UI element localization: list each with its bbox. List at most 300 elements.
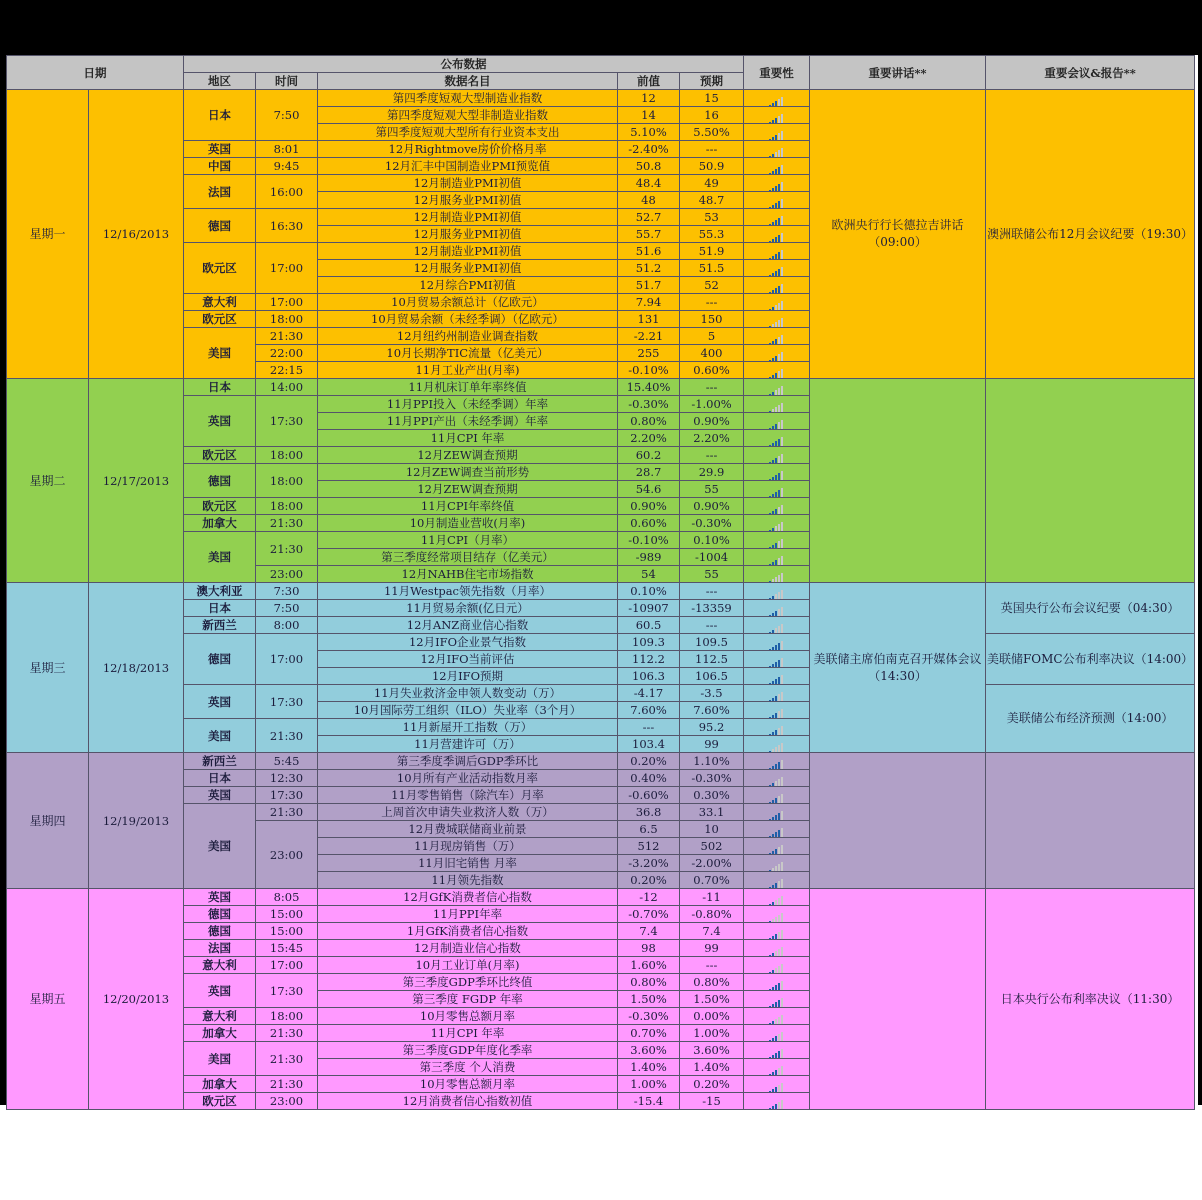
- importance-bar: [772, 800, 774, 804]
- importance-cell: [744, 889, 810, 906]
- importance-bars-icon: [769, 450, 784, 463]
- item-cell: 12月IFO预期: [318, 668, 618, 685]
- importance-bar: [781, 862, 783, 872]
- importance-bar: [781, 233, 783, 243]
- importance-cell: [744, 1042, 810, 1059]
- importance-bar: [778, 779, 780, 787]
- importance-bar: [772, 392, 774, 396]
- importance-bar: [772, 477, 774, 481]
- forecast-cell: 29.9: [680, 464, 744, 481]
- importance-bar: [778, 252, 780, 260]
- importance-bars-icon: [769, 110, 784, 123]
- importance-cell: [744, 600, 810, 617]
- importance-bars-icon: [769, 739, 784, 752]
- prev-cell: -0.60%: [618, 787, 680, 804]
- importance-bar: [775, 203, 777, 209]
- importance-bar: [775, 781, 777, 787]
- importance-bars-icon: [769, 1079, 784, 1092]
- meeting-cell: [986, 753, 1195, 889]
- importance-bars-icon: [769, 909, 784, 922]
- time-cell: 15:45: [256, 940, 318, 957]
- item-cell: 11月领先指数: [318, 872, 618, 889]
- region-cell: 加拿大: [184, 515, 256, 532]
- prev-cell: 1.40%: [618, 1059, 680, 1076]
- importance-bar: [775, 662, 777, 668]
- prev-cell: 2.20%: [618, 430, 680, 447]
- item-cell: 12月汇丰中国制造业PMI预览值: [318, 158, 618, 175]
- prev-cell: -0.10%: [618, 532, 680, 549]
- item-cell: 12月NAHB住宅市场指数: [318, 566, 618, 583]
- region-cell: 美国: [184, 328, 256, 379]
- importance-bars-icon: [769, 297, 784, 310]
- importance-cell: [744, 430, 810, 447]
- importance-cell: [744, 787, 810, 804]
- forecast-cell: -0.30%: [680, 770, 744, 787]
- importance-bar: [772, 460, 774, 464]
- importance-bar: [778, 575, 780, 583]
- time-cell: 7:30: [256, 583, 318, 600]
- importance-bar: [781, 522, 783, 532]
- prev-cell: -10907: [618, 600, 680, 617]
- prev-cell: 0.70%: [618, 1025, 680, 1042]
- importance-cell: [744, 804, 810, 821]
- item-cell: 12月综合PMI初值: [318, 277, 618, 294]
- importance-bar: [772, 1089, 774, 1093]
- importance-cell: [744, 617, 810, 634]
- importance-cell: [744, 498, 810, 515]
- forecast-cell: 55: [680, 481, 744, 498]
- importance-cell: [744, 1059, 810, 1076]
- importance-bar: [775, 1036, 777, 1042]
- time-cell: 21:30: [256, 515, 318, 532]
- meeting-cell: [986, 379, 1195, 583]
- forecast-cell: 1.10%: [680, 753, 744, 770]
- region-cell: 欧元区: [184, 243, 256, 294]
- importance-bar: [781, 369, 783, 379]
- importance-bar: [772, 698, 774, 702]
- importance-bars-icon: [769, 756, 784, 769]
- importance-bar: [775, 424, 777, 430]
- importance-bar: [778, 473, 780, 481]
- region-cell: 新西兰: [184, 617, 256, 634]
- weekday-label: 星期五: [7, 889, 89, 1110]
- item-cell: 12月GfK消费者信心指数: [318, 889, 618, 906]
- prev-cell: 0.80%: [618, 974, 680, 991]
- importance-cell: [744, 141, 810, 158]
- item-cell: 12月制造业信心指数: [318, 940, 618, 957]
- importance-cell: [744, 345, 810, 362]
- importance-bar: [775, 101, 777, 107]
- date-label: 12/16/2013: [89, 90, 184, 379]
- importance-bars-icon: [769, 1045, 784, 1058]
- importance-bars-icon: [769, 620, 784, 633]
- importance-bar: [772, 273, 774, 277]
- importance-bar: [772, 987, 774, 991]
- importance-bar: [781, 403, 783, 413]
- time-cell: 7:50: [256, 600, 318, 617]
- region-cell: 法国: [184, 940, 256, 957]
- region-cell: 英国: [184, 141, 256, 158]
- importance-bar: [772, 256, 774, 260]
- importance-cell: [744, 192, 810, 209]
- forecast-cell: 3.60%: [680, 1042, 744, 1059]
- time-cell: 17:30: [256, 787, 318, 804]
- prev-cell: -12: [618, 889, 680, 906]
- prev-cell: -2.40%: [618, 141, 680, 158]
- right-black-edge: [1198, 55, 1202, 1105]
- importance-bar: [772, 120, 774, 124]
- item-cell: 第三季度GDP年度化季率: [318, 1042, 618, 1059]
- prev-cell: 112.2: [618, 651, 680, 668]
- item-cell: 第四季度短观大型制造业指数: [318, 90, 618, 107]
- importance-cell: [744, 311, 810, 328]
- time-cell: 8:00: [256, 617, 318, 634]
- importance-bars-icon: [769, 926, 784, 939]
- item-cell: 10月工业订单(月率): [318, 957, 618, 974]
- item-cell: 11月CPI（月率）: [318, 532, 618, 549]
- importance-bars-icon: [769, 807, 784, 820]
- importance-bar: [778, 966, 780, 974]
- importance-bar: [781, 692, 783, 702]
- prev-cell: 131: [618, 311, 680, 328]
- time-cell: 18:00: [256, 1008, 318, 1025]
- importance-bars-icon: [769, 586, 784, 599]
- importance-bar: [781, 505, 783, 515]
- importance-bars-icon: [769, 484, 784, 497]
- importance-bar: [772, 171, 774, 175]
- region-cell: 欧元区: [184, 311, 256, 328]
- item-cell: 12月制造业PMI初值: [318, 209, 618, 226]
- importance-bar: [775, 1002, 777, 1008]
- time-cell: 12:30: [256, 770, 318, 787]
- importance-bar: [775, 169, 777, 175]
- importance-bar: [775, 968, 777, 974]
- importance-bar: [778, 677, 780, 685]
- item-cell: 11月CPI 年率: [318, 1025, 618, 1042]
- importance-bar: [781, 1032, 783, 1042]
- importance-cell: [744, 940, 810, 957]
- importance-bars-icon: [769, 178, 784, 191]
- importance-bar: [772, 545, 774, 549]
- importance-bar: [775, 866, 777, 872]
- importance-bar: [772, 205, 774, 209]
- item-cell: 11月新屋开工指数（万）: [318, 719, 618, 736]
- importance-bar: [775, 458, 777, 464]
- region-cell: 英国: [184, 685, 256, 719]
- region-cell: 新西兰: [184, 753, 256, 770]
- importance-cell: [744, 532, 810, 549]
- importance-bar: [772, 1004, 774, 1008]
- item-cell: 11月Westpac领先指数（月率）: [318, 583, 618, 600]
- importance-cell: [744, 583, 810, 600]
- region-cell: 德国: [184, 209, 256, 243]
- region-cell: 加拿大: [184, 1025, 256, 1042]
- prev-cell: 51.6: [618, 243, 680, 260]
- importance-bar: [778, 1000, 780, 1008]
- forecast-cell: 400: [680, 345, 744, 362]
- item-cell: 10月零售总额月率: [318, 1008, 618, 1025]
- importance-cell: [744, 566, 810, 583]
- forecast-cell: 7.4: [680, 923, 744, 940]
- day-monday: [7, 90, 1195, 379]
- importance-bar: [772, 443, 774, 447]
- forecast-cell: 0.10%: [680, 532, 744, 549]
- weekday-label: 星期三: [7, 583, 89, 753]
- importance-bars-icon: [769, 637, 784, 650]
- speech-cell: 美联储主席伯南克召开媒体会议（14:30）: [810, 583, 986, 753]
- importance-bars-icon: [769, 195, 784, 208]
- time-cell: 15:00: [256, 923, 318, 940]
- importance-bar: [772, 290, 774, 294]
- importance-bar: [775, 900, 777, 906]
- importance-bar: [781, 709, 783, 719]
- prev-cell: 50.8: [618, 158, 680, 175]
- importance-bar: [772, 562, 774, 566]
- importance-bar: [772, 868, 774, 872]
- importance-bars-icon: [769, 314, 784, 327]
- importance-bar: [775, 628, 777, 634]
- forecast-cell: 0.30%: [680, 787, 744, 804]
- prev-cell: 109.3: [618, 634, 680, 651]
- importance-bar: [775, 475, 777, 481]
- prev-cell: -0.30%: [618, 1008, 680, 1025]
- prev-cell: -0.10%: [618, 362, 680, 379]
- importance-bar: [778, 898, 780, 906]
- time-cell: 18:00: [256, 498, 318, 515]
- importance-bars-icon: [769, 348, 784, 361]
- prev-cell: 15.40%: [618, 379, 680, 396]
- importance-bar: [772, 953, 774, 957]
- header-date: 日期: [7, 56, 184, 90]
- item-cell: 11月CPI年率终值: [318, 498, 618, 515]
- item-cell: 12月Rightmove房价价格月率: [318, 141, 618, 158]
- region-cell: 美国: [184, 532, 256, 583]
- prev-cell: -4.17: [618, 685, 680, 702]
- importance-bar: [781, 335, 783, 345]
- date-label: 12/18/2013: [89, 583, 184, 753]
- prev-cell: 51.2: [618, 260, 680, 277]
- importance-cell: [744, 90, 810, 107]
- importance-bar: [781, 539, 783, 549]
- forecast-cell: 99: [680, 940, 744, 957]
- importance-bar: [778, 167, 780, 175]
- time-cell: 23:00: [256, 821, 318, 889]
- importance-bar: [781, 454, 783, 464]
- importance-bar: [781, 590, 783, 600]
- importance-bar: [778, 116, 780, 124]
- importance-bar: [775, 815, 777, 821]
- importance-bar: [772, 902, 774, 906]
- speech-cell: [810, 379, 986, 583]
- time-cell: 17:00: [256, 243, 318, 294]
- importance-bars-icon: [769, 433, 784, 446]
- time-cell: 21:30: [256, 719, 318, 753]
- importance-bar: [781, 352, 783, 362]
- date-label: 12/17/2013: [89, 379, 184, 583]
- importance-bar: [778, 881, 780, 889]
- region-cell: 中国: [184, 158, 256, 175]
- importance-bar: [775, 339, 777, 345]
- region-cell: 英国: [184, 889, 256, 906]
- importance-bar: [775, 832, 777, 838]
- importance-bar: [778, 184, 780, 192]
- importance-cell: [744, 991, 810, 1008]
- importance-bar: [772, 307, 774, 311]
- importance-bar: [781, 675, 783, 685]
- importance-bars-icon: [769, 943, 784, 956]
- forecast-cell: -0.30%: [680, 515, 744, 532]
- prev-cell: 255: [618, 345, 680, 362]
- importance-bar: [775, 696, 777, 702]
- item-cell: 第三季度 个人消费: [318, 1059, 618, 1076]
- forecast-cell: 5: [680, 328, 744, 345]
- importance-bar: [772, 766, 774, 770]
- time-cell: 23:00: [256, 1093, 318, 1110]
- importance-bar: [778, 949, 780, 957]
- importance-bar: [772, 1072, 774, 1076]
- importance-bar: [772, 154, 774, 158]
- importance-bars-icon: [769, 569, 784, 582]
- importance-bar: [775, 220, 777, 226]
- importance-bar: [781, 794, 783, 804]
- forecast-cell: ---: [680, 141, 744, 158]
- header-meetings: 重要会议&报告**: [986, 56, 1195, 90]
- time-cell: 21:30: [256, 328, 318, 345]
- importance-bar: [772, 494, 774, 498]
- region-cell: 欧元区: [184, 447, 256, 464]
- importance-bar: [778, 1017, 780, 1025]
- importance-bar: [772, 409, 774, 413]
- prev-cell: 1.00%: [618, 1076, 680, 1093]
- region-cell: 德国: [184, 464, 256, 498]
- importance-bar: [775, 951, 777, 957]
- importance-bar: [772, 239, 774, 243]
- importance-bars-icon: [769, 399, 784, 412]
- item-cell: 11月PPI产出（未经季调）年率: [318, 413, 618, 430]
- header-prev: 前值: [618, 73, 680, 90]
- top-black-band: [0, 0, 1202, 55]
- importance-bar: [781, 998, 783, 1008]
- item-cell: 第三季度 FGDP 年率: [318, 991, 618, 1008]
- importance-bar: [781, 437, 783, 447]
- importance-bar: [772, 681, 774, 685]
- prev-cell: -3.20%: [618, 855, 680, 872]
- forecast-cell: -1004: [680, 549, 744, 566]
- forecast-cell: 1.00%: [680, 1025, 744, 1042]
- importance-bars-icon: [769, 518, 784, 531]
- importance-bar: [781, 743, 783, 753]
- weekday-label: 星期二: [7, 379, 89, 583]
- item-cell: 10月贸易余额总计（亿欧元）: [318, 294, 618, 311]
- importance-bars-icon: [769, 246, 784, 259]
- importance-bar: [778, 439, 780, 447]
- importance-bar: [781, 777, 783, 787]
- importance-bar: [778, 813, 780, 821]
- weekday-label: 星期四: [7, 753, 89, 889]
- prev-cell: 48.4: [618, 175, 680, 192]
- importance-bar: [781, 1015, 783, 1025]
- importance-bars-icon: [769, 552, 784, 565]
- prev-cell: 106.3: [618, 668, 680, 685]
- forecast-cell: 109.5: [680, 634, 744, 651]
- item-cell: 10月所有产业活动指数月率: [318, 770, 618, 787]
- region-cell: 美国: [184, 804, 256, 889]
- importance-bar: [778, 609, 780, 617]
- region-cell: 美国: [184, 1042, 256, 1076]
- day-wednesday: [7, 583, 1195, 753]
- item-cell: 11月PPI投入（未经季调）年率: [318, 396, 618, 413]
- importance-bar: [772, 732, 774, 736]
- item-cell: 10月长期净TIC流量（亿美元）: [318, 345, 618, 362]
- importance-cell: [744, 175, 810, 192]
- item-cell: 1月GfK消费者信心指数: [318, 923, 618, 940]
- prev-cell: 12: [618, 90, 680, 107]
- importance-bar: [775, 305, 777, 311]
- importance-cell: [744, 855, 810, 872]
- importance-bar: [781, 879, 783, 889]
- prev-cell: 103.4: [618, 736, 680, 753]
- prev-cell: -0.70%: [618, 906, 680, 923]
- time-cell: 21:30: [256, 1025, 318, 1042]
- importance-bar: [772, 647, 774, 651]
- importance-bar: [772, 970, 774, 974]
- time-cell: 17:00: [256, 634, 318, 685]
- importance-bar: [775, 407, 777, 413]
- time-cell: 17:30: [256, 685, 318, 719]
- forecast-cell: 95.2: [680, 719, 744, 736]
- forecast-cell: 49: [680, 175, 744, 192]
- importance-bar: [775, 118, 777, 124]
- importance-bar: [772, 919, 774, 923]
- importance-bar: [772, 188, 774, 192]
- importance-bar: [781, 420, 783, 430]
- region-cell: 日本: [184, 770, 256, 787]
- importance-cell: [744, 464, 810, 481]
- item-cell: 11月零售销售（除汽车）月率: [318, 787, 618, 804]
- item-cell: 12月费城联储商业前景: [318, 821, 618, 838]
- importance-bar: [775, 254, 777, 260]
- importance-bar: [772, 783, 774, 787]
- time-cell: 17:00: [256, 294, 318, 311]
- forecast-cell: -15: [680, 1093, 744, 1110]
- forecast-cell: -11: [680, 889, 744, 906]
- importance-bar: [778, 99, 780, 107]
- importance-bar: [775, 441, 777, 447]
- importance-bar: [775, 390, 777, 396]
- importance-bar: [772, 511, 774, 515]
- importance-cell: [744, 651, 810, 668]
- meeting-cell: 美联储FOMC公布利率决议（14:00）: [986, 634, 1195, 685]
- prev-cell: 60.5: [618, 617, 680, 634]
- item-cell: 12月ZEW调查预期: [318, 447, 618, 464]
- date-label: 12/20/2013: [89, 889, 184, 1110]
- importance-bar: [778, 626, 780, 634]
- item-cell: 12月服务业PMI初值: [318, 260, 618, 277]
- forecast-cell: 48.7: [680, 192, 744, 209]
- importance-bars-icon: [769, 858, 784, 871]
- importance-bar: [775, 271, 777, 277]
- item-cell: 12月服务业PMI初值: [318, 226, 618, 243]
- header-time: 时间: [256, 73, 318, 90]
- prev-cell: 7.60%: [618, 702, 680, 719]
- importance-cell: [744, 328, 810, 345]
- prev-cell: 55.7: [618, 226, 680, 243]
- importance-bar: [778, 218, 780, 226]
- importance-bar: [772, 596, 774, 600]
- importance-cell: [744, 685, 810, 702]
- importance-cell: [744, 107, 810, 124]
- importance-bar: [775, 1087, 777, 1093]
